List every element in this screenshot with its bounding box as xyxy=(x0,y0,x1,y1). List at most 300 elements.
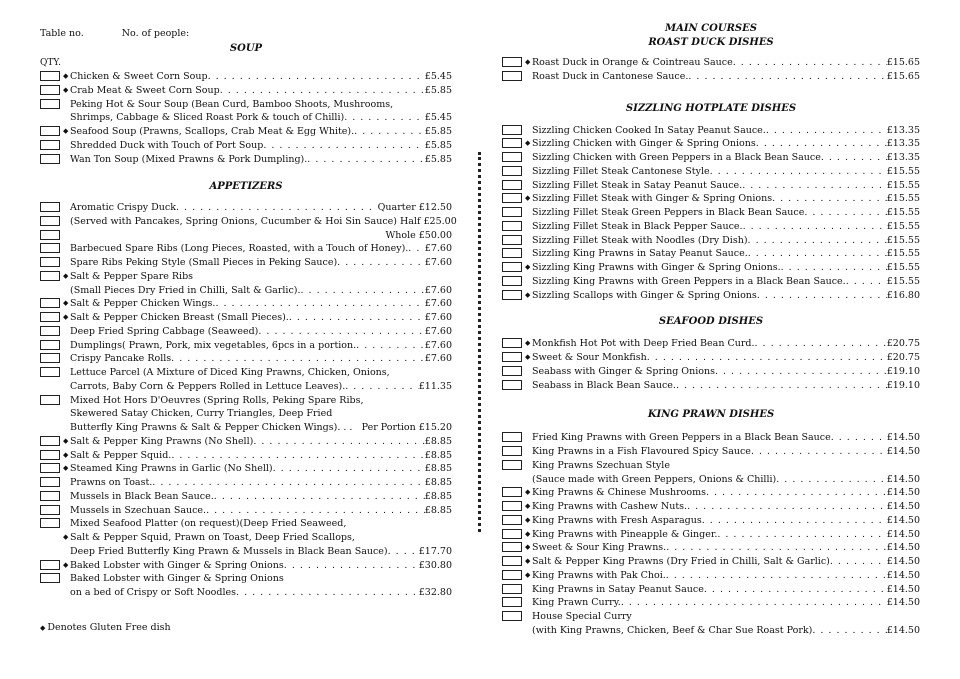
menu-item xyxy=(40,153,452,167)
quantity-box[interactable] xyxy=(502,276,522,286)
menu-item xyxy=(40,256,452,270)
item-price: Whole £50.00 xyxy=(385,229,452,241)
dot-leader xyxy=(821,151,887,165)
king-prawn-title: KING PRAWN DISHES xyxy=(647,409,775,421)
quantity-box[interactable] xyxy=(502,487,522,497)
item-price: £15.55 xyxy=(886,262,920,273)
menu-item xyxy=(502,137,920,151)
item-name: Spare Ribs Peking Style (Small Pieces in Peking Sauce) xyxy=(70,257,338,269)
dot-leader xyxy=(756,137,887,151)
item-price: £7.60 xyxy=(424,325,452,337)
dot-leader xyxy=(70,229,385,243)
menu-item xyxy=(40,366,452,380)
quantity-box[interactable] xyxy=(502,570,522,580)
item-name: Lettuce Parcel (A Mixture of Diced King Prawns, Chicken, Onions, xyxy=(70,367,390,379)
quantity-box[interactable] xyxy=(502,248,522,258)
item-price: £15.55 xyxy=(886,179,920,191)
item-name: Sizzling Chicken Cooked In Satay Peanut Sauce. xyxy=(532,124,766,136)
item-name: Salt & Pepper Chicken Breast (Small Pieces). xyxy=(70,312,289,324)
gluten-free-icon: ◆ xyxy=(40,624,46,632)
quantity-box[interactable] xyxy=(502,380,522,390)
item-name: King Prawns with Cashew Nuts. xyxy=(532,501,688,512)
dot-leader xyxy=(307,153,425,167)
quantity-box[interactable] xyxy=(40,243,60,253)
quantity-box[interactable] xyxy=(40,491,60,501)
dot-leader xyxy=(355,531,452,545)
item-name: Peking Hot & Sour Soup (Bean Curd, Bamboo Shoots, Mushrooms, xyxy=(70,98,394,110)
quantity-box[interactable] xyxy=(40,140,60,150)
dot-leader xyxy=(621,596,887,610)
item-price: £5.85 xyxy=(424,153,452,165)
quantity-box[interactable] xyxy=(502,180,522,190)
menu-item xyxy=(40,394,452,408)
quantity-box[interactable] xyxy=(502,446,522,456)
quantity-box[interactable] xyxy=(502,152,522,162)
dot-leader xyxy=(393,98,452,112)
quantity-box[interactable] xyxy=(502,221,522,231)
dot-leader xyxy=(812,624,886,638)
table-no-label: Table no. xyxy=(40,28,84,39)
item-price: Per Portion £15.20 xyxy=(361,422,452,434)
quantity-box[interactable] xyxy=(502,71,522,81)
menu-item xyxy=(502,500,920,514)
item-price: £7.60 xyxy=(424,339,452,351)
item-price: £14.50 xyxy=(886,528,920,540)
item-name: Sweet & Sour Monkfish xyxy=(532,352,647,363)
menu-item xyxy=(40,284,452,298)
item-name: Seabass in Black Bean Sauce. xyxy=(532,379,676,391)
item-name: Barbecued Spare Ribs (Long Pieces, Roasted, with a Touch of Honey). xyxy=(70,243,409,255)
dot-leader xyxy=(757,289,887,303)
item-name: Salt & Pepper Spare Ribs xyxy=(70,270,194,282)
dot-leader xyxy=(206,504,425,518)
item-name: Crab Meat & Sweet Corn Soup xyxy=(70,84,220,96)
dot-leader xyxy=(193,270,452,284)
item-name: Deep Fried Butterfly King Prawn & Mussels in Black Bean Sauce) xyxy=(70,545,388,557)
dot-leader xyxy=(363,394,452,408)
menu-item xyxy=(40,380,452,394)
menu-item xyxy=(40,462,452,476)
menu-item xyxy=(502,192,920,206)
menu-item xyxy=(40,339,452,353)
dot-leader xyxy=(676,379,887,393)
dot-leader xyxy=(755,337,887,351)
quantity-box[interactable] xyxy=(40,353,60,363)
dot-leader xyxy=(830,555,887,569)
item-price: £14.50 xyxy=(886,432,920,444)
quantity-box[interactable] xyxy=(40,560,60,570)
gluten-free-icon: ◆ xyxy=(525,194,531,203)
dot-leader xyxy=(388,545,419,559)
dot-leader xyxy=(670,459,920,473)
gluten-free-icon: ◆ xyxy=(63,85,69,94)
item-price: £14.50 xyxy=(886,487,920,499)
item-price: £14.50 xyxy=(886,446,920,457)
quantity-box[interactable] xyxy=(502,611,522,621)
item-name: Steamed King Prawns in Garlic (No Shell) xyxy=(70,463,273,475)
gluten-free-icon: ◆ xyxy=(63,464,69,473)
dot-leader xyxy=(733,56,887,70)
quantity-box[interactable] xyxy=(502,584,522,594)
item-name: Salt & Pepper King Prawns (Dry Fried in Chilli, Salt & Garlic) xyxy=(532,556,830,567)
menu-item xyxy=(502,445,920,459)
gluten-free-icon: ◆ xyxy=(63,72,69,80)
menu-item xyxy=(40,297,452,311)
item-name: Chicken & Sweet Corn Soup xyxy=(70,71,208,82)
quantity-box[interactable] xyxy=(502,166,522,176)
order-header xyxy=(40,28,452,42)
dot-leader xyxy=(215,297,424,311)
menu-item xyxy=(40,421,452,435)
dot-leader xyxy=(356,339,425,353)
quantity-box[interactable] xyxy=(40,126,60,136)
quantity-box[interactable] xyxy=(502,352,522,362)
menu-item xyxy=(40,517,452,531)
dot-leader xyxy=(408,242,425,256)
item-name: Sizzling King Prawns with Green Peppers in a Black Bean Sauce. xyxy=(532,275,846,287)
menu-item xyxy=(502,289,920,303)
item-name: Sizzling Chicken with Ginger & Spring Onions xyxy=(532,138,756,150)
menu-item xyxy=(502,220,920,234)
item-name: Sizzling King Prawns with Ginger & Spring Onions. xyxy=(532,262,781,273)
seafood-title: SEAFOOD DISHES xyxy=(658,316,764,328)
item-price: £14.50 xyxy=(886,514,920,526)
menu-item xyxy=(502,351,920,365)
dot-leader xyxy=(236,586,419,600)
item-price: £7.60 xyxy=(424,353,452,365)
quantity-box[interactable] xyxy=(40,312,60,322)
column-divider xyxy=(478,152,481,532)
dot-leader xyxy=(846,275,887,289)
menu-item xyxy=(502,459,920,473)
menu-item xyxy=(502,70,920,84)
item-name: Sizzling Fillet Steak with Ginger & Spring Onions xyxy=(532,193,773,205)
menu-item xyxy=(40,545,452,559)
quantity-box[interactable] xyxy=(502,193,522,203)
dot-leader xyxy=(284,572,452,586)
dot-leader xyxy=(273,462,425,476)
quantity-box[interactable] xyxy=(40,505,60,515)
right-column xyxy=(502,22,920,638)
quantity-box[interactable] xyxy=(40,99,60,109)
qty-label: QTY. xyxy=(40,58,62,68)
item-name: Shrimps, Cabbage & Sliced Roast Pork & touch of Chilli) xyxy=(70,112,345,124)
menu-item xyxy=(502,379,920,393)
menu-item xyxy=(502,514,920,528)
item-name: Carrots, Baby Corn & Peppers Rolled in Lettuce Leaves). xyxy=(70,380,346,392)
menu-item xyxy=(502,624,920,638)
item-price: £14.50 xyxy=(886,542,920,554)
menu-item xyxy=(502,473,920,487)
menu-item xyxy=(40,572,452,586)
item-name: (Small Pieces Dry Fried in Chilli, Salt & Garlic). xyxy=(70,284,301,296)
quantity-box[interactable] xyxy=(502,529,522,539)
dot-leader xyxy=(289,311,425,325)
item-price: £14.50 xyxy=(886,473,920,485)
menu-item xyxy=(40,504,452,518)
soup-list xyxy=(40,70,452,166)
menu-item xyxy=(502,555,920,569)
item-price: £14.50 xyxy=(886,624,920,636)
quantity-box[interactable] xyxy=(502,290,522,300)
item-name: Shredded Duck with Touch of Port Soup xyxy=(70,139,264,151)
menu-item xyxy=(40,476,452,490)
dot-leader xyxy=(804,206,886,220)
item-name: Sizzling Fillet Steak with Noodles (Dry Dish) xyxy=(532,234,748,246)
gluten-free-icon: ◆ xyxy=(525,570,531,579)
gluten-free-icon: ◆ xyxy=(525,529,531,538)
menu-item xyxy=(40,586,452,600)
item-name: Sizzling Fillet Steak in Black Pepper Sauce. xyxy=(532,220,743,232)
menu-item xyxy=(40,531,452,545)
dot-leader xyxy=(214,490,425,504)
quantity-box[interactable] xyxy=(40,573,60,583)
quantity-box[interactable] xyxy=(40,367,60,377)
item-name: House Special Curry xyxy=(532,611,632,622)
item-name: Sweet & Sour King Prawns. xyxy=(532,542,667,554)
item-price: £8.85 xyxy=(424,463,452,475)
item-name: King Prawn Curry. xyxy=(532,597,621,609)
quantity-box[interactable] xyxy=(502,366,522,376)
appetizers-title: APPETIZERS xyxy=(209,181,283,193)
menu-item xyxy=(40,407,452,421)
dot-leader xyxy=(647,351,887,365)
menu-item xyxy=(502,179,920,193)
gluten-free-icon: ◆ xyxy=(525,263,531,271)
item-price: £5.45 xyxy=(424,71,452,82)
item-price: £15.65 xyxy=(886,57,920,68)
item-name: Deep Fried Spring Cabbage (Seaweed) xyxy=(70,325,259,337)
quantity-box[interactable] xyxy=(502,138,522,148)
item-price: £30.80 xyxy=(418,559,452,571)
dot-leader xyxy=(253,435,424,449)
item-price: £20.75 xyxy=(886,352,920,363)
menu-item xyxy=(40,229,452,243)
dot-leader xyxy=(748,234,887,248)
dot-leader xyxy=(666,541,887,555)
dot-leader xyxy=(220,84,425,98)
quantity-box[interactable] xyxy=(40,518,60,528)
quantity-box[interactable] xyxy=(40,271,60,281)
item-name: Mixed Hot Hors D'Oeuvres (Spring Rolls, Peking Spare Ribs, xyxy=(70,394,364,406)
quantity-box[interactable] xyxy=(502,542,522,552)
item-price: £14.50 xyxy=(886,597,920,609)
menu-item xyxy=(502,206,920,220)
menu-item xyxy=(40,559,452,573)
item-price: £8.85 xyxy=(424,477,452,489)
dot-leader xyxy=(337,256,425,270)
item-price: £5.85 xyxy=(424,126,452,137)
menu-item xyxy=(502,365,920,379)
quantity-box[interactable] xyxy=(502,207,522,217)
item-name: King Prawns with Fresh Asparagus xyxy=(532,514,702,526)
menu-item xyxy=(40,84,452,98)
item-price: £7.60 xyxy=(424,257,452,269)
menu-item xyxy=(502,151,920,165)
roast-duck-title: ROAST DUCK DISHES xyxy=(648,37,774,48)
quantity-box[interactable] xyxy=(40,436,60,446)
item-name: Prawns on Toast. xyxy=(70,477,153,489)
dot-leader xyxy=(344,111,425,125)
quantity-box[interactable] xyxy=(502,515,522,525)
item-name: (with King Prawns, Chicken, Beef & Char Sue Roast Pork) xyxy=(532,624,813,636)
dot-leader xyxy=(632,610,920,624)
menu-item xyxy=(40,435,452,449)
item-price: £15.65 xyxy=(886,70,920,82)
gluten-free-icon: ◆ xyxy=(525,58,531,66)
item-price: £7.60 xyxy=(424,312,452,324)
item-name: Sizzling Fillet Steak Green Peppers in Black Bean Sauce xyxy=(532,207,805,218)
menu-item xyxy=(502,124,920,138)
soup-title: SOUP xyxy=(229,43,263,54)
quantity-box[interactable] xyxy=(40,326,60,336)
dot-leader xyxy=(176,201,378,215)
menu-item xyxy=(40,70,452,84)
item-price: £15.55 xyxy=(886,207,920,218)
menu-item xyxy=(40,325,452,339)
dot-leader xyxy=(390,366,452,380)
quantity-box[interactable] xyxy=(40,202,60,212)
quantity-box[interactable] xyxy=(502,432,522,442)
quantity-box[interactable] xyxy=(40,298,60,308)
menu-item xyxy=(502,234,920,248)
menu-item xyxy=(502,528,920,542)
quantity-box[interactable] xyxy=(502,125,522,135)
item-price: £14.50 xyxy=(886,569,920,581)
item-name: Sizzling Scallops with Ginger & Spring Onions xyxy=(532,289,757,301)
quantity-box[interactable] xyxy=(40,230,60,240)
menu-item xyxy=(502,569,920,583)
menu-item xyxy=(502,431,920,445)
item-name: Dumplings( Prawn, Pork, mix vegetables, 6pcs in a portion. xyxy=(70,339,357,351)
item-price: £15.55 xyxy=(886,234,920,246)
menu-item xyxy=(502,56,920,70)
item-price: £5.45 xyxy=(424,112,452,124)
item-name: Roast Duck in Cantonese Sauce. xyxy=(532,70,689,82)
menu-item xyxy=(502,247,920,261)
item-price: £8.85 xyxy=(424,504,452,516)
quantity-box[interactable] xyxy=(40,395,60,405)
dot-leader xyxy=(717,528,886,542)
gluten-free-icon: ◆ xyxy=(63,436,69,445)
item-name: on a bed of Crispy or Soft Noodles xyxy=(70,587,237,599)
dot-leader xyxy=(666,569,887,583)
quantity-box[interactable] xyxy=(40,340,60,350)
dot-leader xyxy=(345,380,419,394)
item-name: King Prawns in a Fish Flavoured Spicy Sauce xyxy=(532,446,751,457)
gluten-free-icon: ◆ xyxy=(525,353,531,361)
quantity-box[interactable] xyxy=(502,338,522,348)
item-name: Seafood Soup (Prawns, Scallops, Crab Meat & Egg White). xyxy=(70,126,355,137)
gluten-free-icon: ◆ xyxy=(525,290,531,299)
item-price: £15.55 xyxy=(886,248,920,260)
gluten-free-icon: ◆ xyxy=(63,450,69,459)
item-price: £11.35 xyxy=(418,380,452,392)
item-price: £20.75 xyxy=(886,338,920,350)
item-name: Salt & Pepper Chicken Wings. xyxy=(70,298,216,310)
menu-item xyxy=(502,583,920,597)
gluten-free-note-text: Denotes Gluten Free dish xyxy=(47,622,171,633)
item-name: King Prawns with Pak Choi. xyxy=(532,569,666,581)
quantity-box[interactable] xyxy=(502,556,522,566)
item-price: £14.50 xyxy=(886,501,920,512)
quantity-box[interactable] xyxy=(502,501,522,511)
dot-leader xyxy=(354,125,425,139)
gluten-free-icon: ◆ xyxy=(63,313,69,322)
item-name: (Served with Pancakes, Spring Onions, Cucumber & Hoi Sin Sauce) Half £25.00 xyxy=(70,215,457,227)
dot-leader xyxy=(766,124,887,138)
dot-leader xyxy=(352,421,361,435)
quantity-box[interactable] xyxy=(502,57,522,67)
dot-leader xyxy=(263,139,424,153)
item-price: £13.35 xyxy=(886,138,920,150)
dot-leader xyxy=(772,192,887,206)
item-price: £7.60 xyxy=(424,243,452,255)
menu-item xyxy=(40,311,452,325)
item-name: Mussels in Black Bean Sauce. xyxy=(70,490,214,502)
item-name: Salt & Pepper King Prawns (No Shell) xyxy=(70,435,254,447)
quantity-box[interactable] xyxy=(40,85,60,95)
sizzling-title: SIZZLING HOTPLATE DISHES xyxy=(625,102,797,114)
quantity-box[interactable] xyxy=(40,71,60,81)
sizzling-list xyxy=(502,124,920,303)
quantity-box[interactable] xyxy=(40,477,60,487)
quantity-box[interactable] xyxy=(502,460,522,470)
quantity-box[interactable] xyxy=(40,257,60,267)
item-price: £17.70 xyxy=(418,545,452,557)
item-price: £14.50 xyxy=(886,556,920,567)
menu-item xyxy=(40,98,452,112)
menu-item xyxy=(502,610,920,624)
dot-leader xyxy=(332,407,452,421)
dot-leader xyxy=(346,517,452,531)
gluten-free-icon: ◆ xyxy=(525,557,531,565)
menu-item xyxy=(40,270,452,284)
dot-leader xyxy=(715,365,887,379)
item-name: Roast Duck in Orange & Cointreau Sauce xyxy=(532,57,733,68)
menu-item xyxy=(502,596,920,610)
gluten-free-icon: ◆ xyxy=(63,560,69,569)
quantity-box[interactable] xyxy=(502,262,522,272)
item-price: £15.55 xyxy=(886,220,920,232)
menu-item xyxy=(502,541,920,555)
item-price: £5.85 xyxy=(424,84,452,96)
item-price: £8.85 xyxy=(424,490,452,502)
quantity-box[interactable] xyxy=(40,450,60,460)
quantity-box[interactable] xyxy=(40,216,60,226)
item-price: £7.60 xyxy=(424,298,452,310)
menu-item xyxy=(40,139,452,153)
seafood-list xyxy=(502,337,920,392)
dot-leader xyxy=(704,583,887,597)
quantity-box[interactable] xyxy=(502,597,522,607)
item-price: £14.50 xyxy=(886,583,920,595)
item-name: Baked Lobster with Ginger & Spring Onions xyxy=(70,559,284,571)
dot-leader xyxy=(171,352,425,366)
menu-item xyxy=(502,261,920,275)
dot-leader xyxy=(688,70,886,84)
item-name: Wan Ton Soup (Mixed Prawns & Pork Dumpling). xyxy=(70,153,308,165)
quantity-box[interactable] xyxy=(40,154,60,164)
item-name: Salt & Pepper Squid. xyxy=(70,449,172,461)
item-name: Butterfly King Prawns & Salt & Pepper Chicken Wings). . . xyxy=(70,422,353,434)
item-price: £15.55 xyxy=(886,193,920,205)
quantity-box[interactable] xyxy=(40,463,60,473)
item-name: Fried King Prawns with Green Peppers in a Black Bean Sauce xyxy=(532,432,831,444)
quantity-box[interactable] xyxy=(502,235,522,245)
item-name: Seabass with Ginger & Spring Onions xyxy=(532,365,715,377)
item-name: Baked Lobster with Ginger & Spring Onions xyxy=(70,573,284,585)
